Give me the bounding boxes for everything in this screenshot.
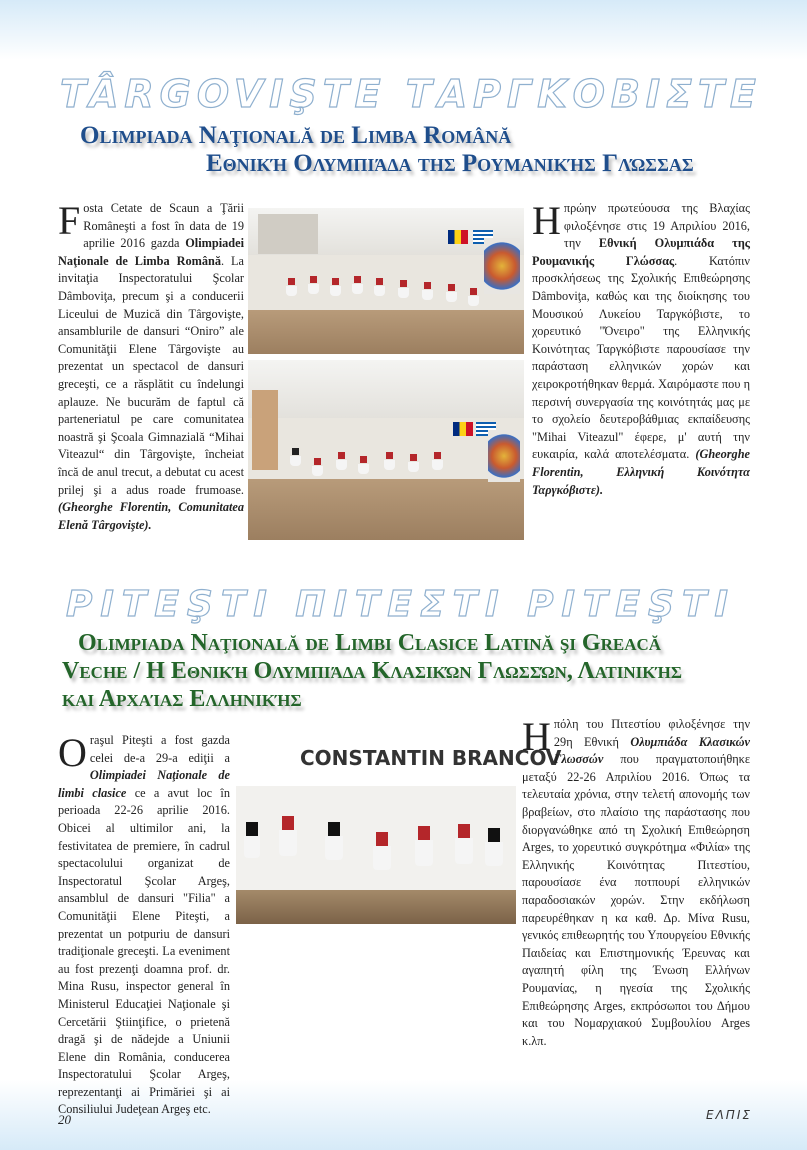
- gr-signature: (Gheorghe Florentin, Ελληνική Κοινότητα Ταργκόβιστε).: [532, 447, 750, 497]
- dropcap: Η: [522, 714, 551, 759]
- section1-title-gr: Εθνική Ολυμπιάδα της Ρουμανικής Γλώσσας: [206, 150, 694, 177]
- photo-dancers-2: [248, 360, 524, 540]
- ro-text: osta Cetate de Scaun a Ţării Româneşti a fost în data de 19 aprilie 2016 gazda: [83, 201, 244, 251]
- ro-text: . La invitaţia Inspectoratului Şcolar Dâmboviţa, precum şi a conducerii Liceului de Muzică din Târgovişte, ansamblurile de dansuri “Oniro” ale Comunităţii Elene Târgovişte au prezentat un spectacol de dansuri greceşti, ce a răsplătit cu îndelungi aplauze. Ne bucurăm de faptul că parteneriatul pe care comunitatea noastră şi Şcoala Gimnazială “Mihai Viteazul“ din Târgovişte, încheiat încă de anul trecut, a debutat cu acest prilej şi a adus roade frumoase.: [58, 253, 245, 497]
- gr-text: πρώην πρωτεύουσα της Βλαχίας φιλοξένησε στις 19 Απριλίου 2016, την: [563, 201, 750, 251]
- dropcap: O: [58, 730, 87, 775]
- ro-text: raşul Piteşti a fost gazda celei de-a 29-a ediţii a: [89, 733, 230, 765]
- gr-text: . Κατόπιν προσκλήσεως της Σχολικής Επιθεώρησης Dâmboviţa, καθώς και της διοίκησης του Μουσικού Λυκείου Ταργκόβιστε, το χορευτικό "Όνειρο" της Ελληνικής Κοινότητας Ταργκόβιστε παρουσίασε την παράσταση ελληνικών χορών και χειροκροτήθηκαν θερμά. Χαιρόμαστε που η περσινή συνεργασία της κοινότητάς μας με το σχολείο δευτεροβάθμιας εκπαίδευσης "Mihai Viteazul" έφερε, μ' αυτή την ευκαιρία, καλά αποτελέσματα.: [532, 253, 750, 462]
- ro-bold: Olimpiadei Naţionale de limbi clasice: [58, 768, 230, 800]
- ro-signature: (Gheorghe Florentin, Comunitatea Elenă Târgovişte).: [58, 500, 244, 532]
- section1-title-ro: Olimpiada Naţională de Limba Română: [80, 122, 512, 149]
- page-number: 20: [58, 1112, 71, 1127]
- section1-gr-article: [532, 200, 750, 499]
- photo-banner-text: CONSTANTIN BRANCOV: [300, 746, 562, 770]
- dropcap: F: [58, 198, 81, 243]
- section2-title-line2: Veche / Η Εθνική Ολυμπιάδα Κλασικών Γλωσσών, Λατινικής: [62, 658, 683, 684]
- ro-text: ce a avut loc în perioada 22-26 aprilie 2016. Obicei al ultimilor ani, la festivitatea de premiere, în cadrul spectacolului organizat de Inspectoratul Şcolar Argeş, ansamblul de dansuri "Filia" a Comunităţii Elene Piteşti, a prezentat un potpuriu de dansuri tradiţionale greceşti. La eveniment au fost prezenţi doamna prof. dr. Mina Rusu, inspector general în Ministerul Educaţiei Naţionale şi Cercetării Ştiinţifice, o prietenă dragă şi de nădejde a Uniunii Elene din România, conducerea Inspectoratului Şcolar Argeş, reprezentanţi ai Primăriei şi ai Consiliului Judeţean Argeş etc.: [58, 785, 230, 1117]
- section2-title-line1: Olimpiada Naţională de Limbi Clasice Latină şi Greacă: [78, 630, 662, 656]
- dropcap: Η: [532, 198, 561, 243]
- gr-bold: Ολυμπιάδα Κλασικών Γλωσσών: [553, 734, 750, 767]
- section2-gr-article: [522, 716, 750, 1050]
- gr-bold: Εθνική Ολυμπιάδα της Ρουμανικής Γλώσσας: [532, 236, 750, 268]
- gr-text: που πραγματοποιήθηκε μεταξύ 22-26 Απριλίου 2016. Όπως τα τελευταία χρόνια, στην τελετή απονομής των βραβείων, στο πλαίσιο της παράστασης που διοργανώθηκε από τη Σχολική Επιθεώρηση Arges, το χορευτικό συγκρότημα «Φιλία» της Ελληνικής Κοινότητας Πιτεστίου, παρουσίασε ένα ποτπουρί ελληνικών παραδοσιακών χορών. Στην εκδήλωση παρευρέθηκαν η κα καθ. Δρ. Μίνα Rusu, γενικός επιθεωρητής του Υπουργείου Εθνικής Παιδείας και Επιστημονικής Έρευνας και αγαπητή φίλη της Ένωση Ελλήνων Ρουμανίας, η ηγεσία της Σχολικής Επιθεώρησης Arges, εκπρόσωποι του Δήμου και του Νομαρχιακού Συμβουλίου Arges κ.λπ.: [522, 752, 750, 1048]
- gr-text: πόλη του Πιτεστίου φιλοξένησε την 29η Εθνική: [553, 717, 750, 749]
- section-header-pitesti: PITEŞTI ΠΙΤΕΣΤΙ PITEŞTI: [66, 584, 736, 625]
- magazine-name: ΕΛΠΙΣ: [706, 1108, 752, 1122]
- section-header-targoviste: TÂRGOVIŞTE ΤΑΡΓΚΟΒΙΣΤΕ: [60, 72, 762, 116]
- section1-ro-article: [58, 200, 244, 534]
- photo-dancers-stage: [236, 742, 562, 924]
- section2-ro-article: [58, 732, 230, 1119]
- photo-dancers-1: [248, 208, 524, 354]
- ro-bold: Olimpiadei Naţionale de Limba Română: [58, 236, 244, 268]
- section2-title-line3: και Αρχαίας Ελληνικής: [62, 686, 302, 712]
